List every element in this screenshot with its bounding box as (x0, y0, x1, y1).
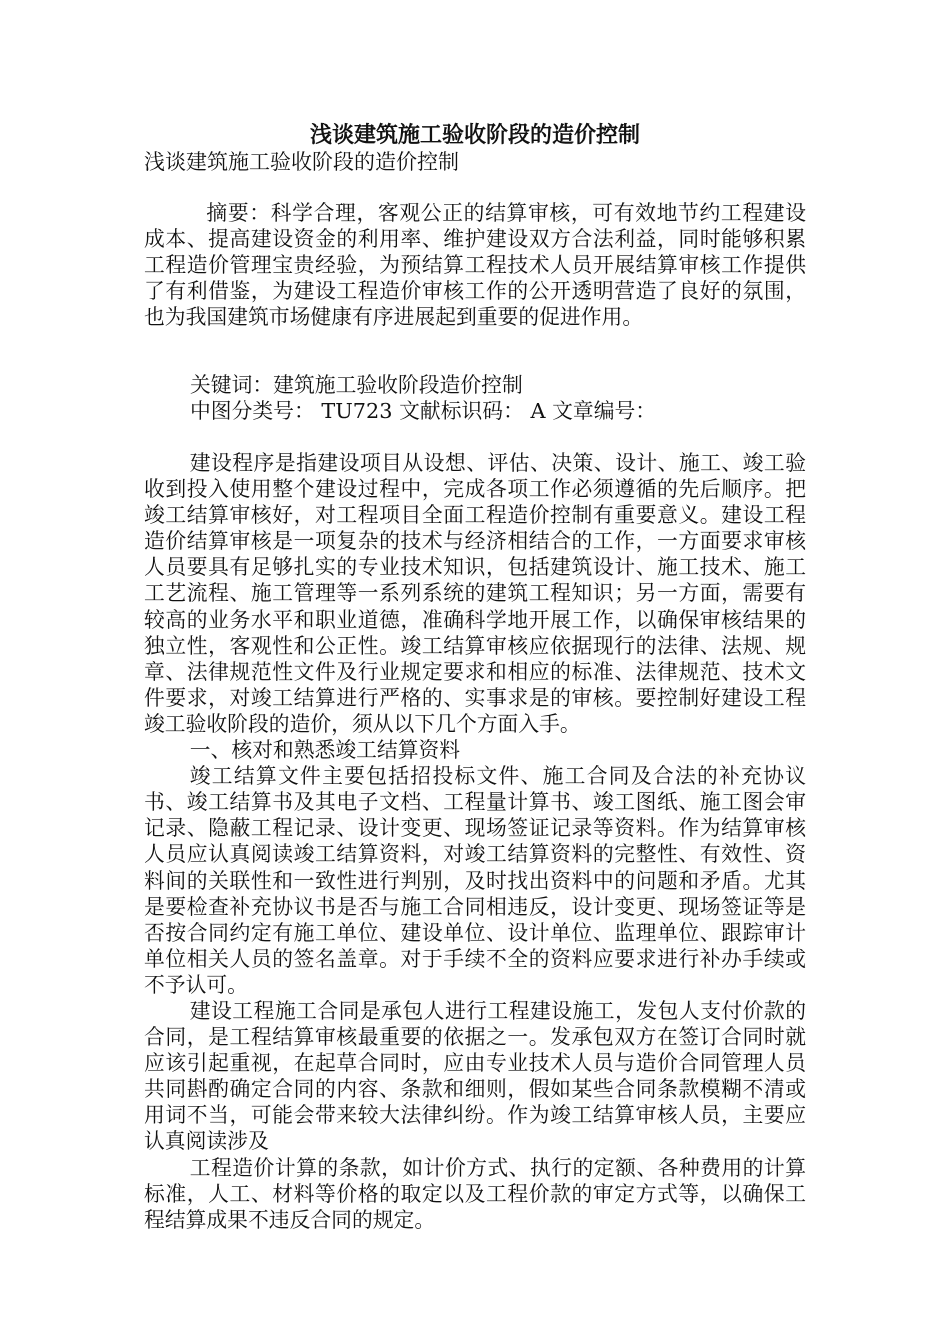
paragraph: 建设工程施工合同是承包人进行工程建设施工，发包人支付价款的合同，是工程结算审核最重要的依据之一。发承包双方在签订合同时就应该引起重视，在起草合同时，应由专业技术人员与造价合同管理人员共同斟酌确定合同的内容、条款和细则，假如某些合同条款模糊不清或用词不当，可能会带来较大法律纠纷。作为竣工结算审核人员，主要应认真阅读涉及 (144, 998, 806, 1154)
classification-line: 中图分类号： TU723 文献标识码： A 文章编号： (190, 399, 657, 423)
abstract-block (144, 200, 806, 330)
keywords-line: 关键词：建筑施工验收阶段造价控制 (190, 373, 523, 397)
paragraph: 竣工结算文件主要包括招投标文件、施工合同及合法的补充协议书、竣工结算书及其电子文档、工程量计算书、竣工图纸、施工图会审记录、隐蔽工程记录、设计变更、现场签证记录等资料。作为结算审核人员应认真阅读竣工结算资料，对竣工结算资料的完整性、有效性、资料间的关联性和一致性进行判别，及时找出资料中的问题和矛盾。尤其是要检查补充协议书是否与施工合同相违反，设计变更、现场签证等是否按合同约定有施工单位、建设单位、设计单位、监理单位、跟踪审计单位相关人员的签名盖章。对于手续不全的资料应要求进行补办手续或不予认可。 (144, 764, 806, 997)
section-heading: 一、核对和熟悉竣工结算资料 (189, 738, 461, 763)
body-text (144, 450, 806, 1233)
paragraph: 建设程序是指建设项目从设想、评估、决策、设计、施工、竣工验收到投入使用整个建设过程中，完成各项工作必须遵循的先后顺序。把竣工结算审核好，对工程项目全面工程造价控制有重要意义。建设工程造价结算审核是一项复杂的技术与经济相结合的工作，一方面要求审核人员要具有足够扎实的专业技术知识，包括建筑设计、施工技术、施工工艺流程、施工管理等一系列系统的建筑工程知识；另一方面，需要有较高的业务水平和职业道德，准确科学地开展工作，以确保审核结果的独立性，客观性和公正性。竣工结算审核应依据现行的法律、法规、规章、法律规范性文件及行业规定要求和相应的标准、法律规范、技术文件要求，对竣工结算进行严格的、实事求是的审核。要控制好建设工程竣工验收阶段的造价，须从以下几个方面入手。 (144, 451, 806, 736)
abstract-text: 摘要：科学合理，客观公正的结算审核，可有效地节约工程建设成本、提高建设资金的利用率、维护建设双方合法利益，同时能够积累工程造价管理宝贵经验，为预结算工程技术人员开展结算审核工作提供了有利借鉴，为建设工程造价审核工作的公开透明营造了良好的氛围，也为我国建筑市场健康有序进展起到重要的促进作用。 (144, 201, 806, 330)
document-subtitle: 浅谈建筑施工验收阶段的造价控制 (144, 150, 459, 174)
paragraph: 工程造价计算的条款，如计价方式、执行的定额、各种费用的计算标准，人工、材料等价格的取定以及工程价款的审定方式等，以确保工程结算成果不违反合同的规定。 (144, 1155, 806, 1232)
document-title: 浅谈建筑施工验收阶段的造价控制 (309, 122, 640, 148)
